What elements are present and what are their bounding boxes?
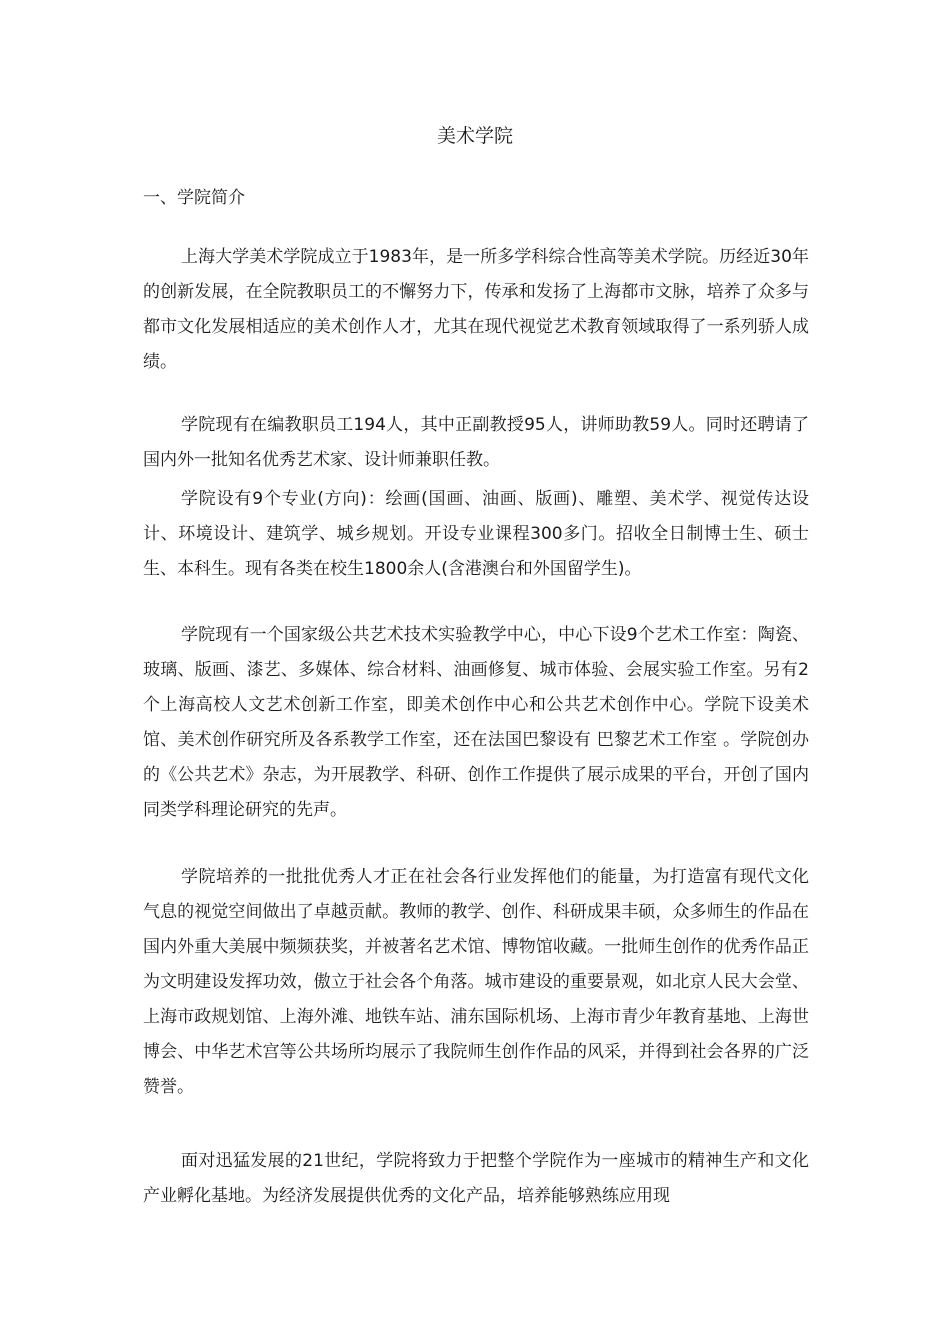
paragraph-facilities: 学院现有一个国家级公共艺术技术实验教学中心，中心下设9个艺术工作室：陶瓷、玻璃、版画、漆艺、多媒体、综合材料、油画修复、城市体验、会展实验工作室。另有2个上海高校人文艺术创新工作室，即美术创作中心和公共艺术创作中心。学院下设美术馆、美术创作研究所及各系教学工作室，还在法国巴黎设有 巴黎艺术工作室 。学院创办的《公共艺术》杂志，为开展教学、科研、创作工作提供了展示成果的平台，开创了国内同类学科理论研究的先声。 — [143, 625, 809, 820]
paragraph-staff: 学院现有在编教职员工194人，其中正副教授95人，讲师助教59人。同时还聘请了国内外一批知名优秀艺术家、设计师兼职任教。 — [143, 415, 809, 470]
paragraph-founding: 上海大学美术学院成立于1983年，是一所多学科综合性高等美术学院。历经近30年的创新发展，在全院教职员工的不懈努力下，传承和发扬了上海都市文脉，培养了众多与都市文化发展相适应的美术创作人才，尤其在现代视觉艺术教育领域取得了一系列骄人成绩。 — [143, 247, 809, 372]
paragraph-achievements: 学院培养的一批批优秀人才正在社会各行业发挥他们的能量，为打造富有现代文化气息的视觉空间做出了卓越贡献。教师的教学、创作、科研成果丰硕，众多师生的作品在国内外重大美展中频频获奖，并被著名艺术馆、博物馆收藏。一批师生创作的优秀作品正为文明建设发挥功效，傲立于社会各个角落。城市建设的重要景观，如北京人民大会堂、上海市政规划馆、上海外滩、地铁车站、浦东国际机场、上海市青少年教育基地、上海世博会、中华艺术宫等公共场所均展示了我院师生创作作品的风采，并得到社会各界的广泛赞誉。 — [143, 867, 809, 1097]
paragraph-majors: 学院设有9个专业(方向)：绘画(国画、油画、版画)、雕塑、美术学、视觉传达设计、环境设计、建筑学、城乡规划。开设专业课程300多门。招收全日制博士生、硕士生、本科生。现有各类在校生1800余人(含港澳台和外国留学生)。 — [143, 489, 809, 579]
section-heading: 一、学院简介 — [143, 188, 245, 208]
paragraph-future: 面对迅猛发展的21世纪，学院将致力于把整个学院作为一座城市的精神生产和文化产业孵化基地。为经济发展提供优秀的文化产品，培养能够熟练应用现 — [143, 1151, 809, 1206]
document-title: 美术学院 — [436, 125, 513, 147]
